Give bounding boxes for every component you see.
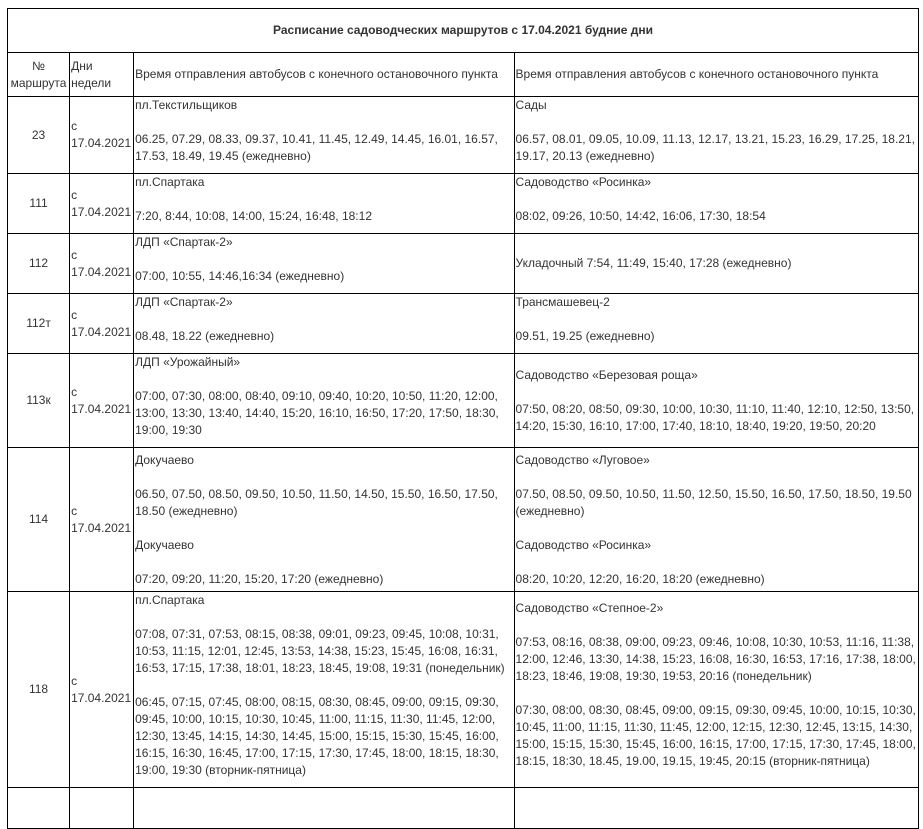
- departures-left: [134, 174, 514, 234]
- departures-right: [514, 97, 918, 174]
- departures-right: Укладочный 7:54, 11:49, 15:40, 17:28 (ежедневно): [514, 234, 918, 294]
- departures-right: [514, 448, 918, 592]
- route-days: с 17.04.2021: [70, 354, 134, 448]
- times: 06:45, 07:15, 07:45, 08:00, 08:15, 08:30, 08:45, 09:00, 09:15, 09:30, 09:45, 10:00, 10:15, 10:30, 10:45, 11:00, 11:15, 11:30, 11:45, 12:00, 12:30, 13:45, 14:15, 14:30, 14:45, 15:00, 15:15, 15:30, 15:45, 16:00, 16:15, 16:30, 16:45, 17:00, 17:15, 17:30, 17:45, 18:00, 18:15, 18:30, 19:00, 19:30 (вторник-пятница): [135, 695, 499, 777]
- route-days: с 17.04.2021: [70, 592, 134, 788]
- header-route-no: № маршрута: [8, 53, 70, 97]
- departures-right: [514, 788, 918, 829]
- stop-name: ЛДП «Урожайный»: [135, 355, 241, 369]
- departures-right: [514, 592, 918, 788]
- departures-left: [134, 448, 514, 592]
- stop-name: Садоводство «Росинка»: [515, 537, 652, 552]
- departures-right: [514, 294, 918, 354]
- header-row: [8, 53, 919, 97]
- route-days: с 17.04.2021: [70, 234, 134, 294]
- route-number: [8, 788, 70, 829]
- departures-left: [134, 354, 514, 448]
- times: 07:08, 07:31, 07:53, 08:15, 08:38, 09:01, 09:23, 09:45, 10:08, 10:31, 10:53, 11:15, 12:01, 12:45, 13:53, 14:38, 15:23, 15:45, 16:08, 16:31, 16:53, 17:15, 17:38, 18:01, 18:23, 18:45, 19:08, 19:31 (понедельник): [135, 627, 505, 675]
- stop-name: Садоводство «Березовая роща»: [515, 367, 698, 382]
- stop-name: Трансмашевец-2: [515, 295, 610, 309]
- header-days: Дни недели: [70, 53, 134, 97]
- departures-left: [134, 234, 514, 294]
- page-title: Расписание садоводческих маршрутов с 17.04.2021 будние дни: [8, 9, 919, 53]
- times: 07:50, 08:20, 08:50, 09:30, 10:00, 10:30, 11:10, 11:40, 12:10, 12:50, 13:50, 14:20, 15:30, 16:10, 17:00, 17:40, 18:10, 18:40, 19:20, 19:50, 20:20: [515, 401, 915, 433]
- stop-name: Садоводство «Луговое»: [515, 452, 650, 467]
- route-days: с 17.04.2021: [70, 174, 134, 234]
- route-days: с 17.04.2021: [70, 448, 134, 592]
- table-row: [8, 788, 919, 829]
- route-number: 113к: [8, 354, 70, 448]
- title-row: [8, 9, 919, 53]
- table-row: [8, 174, 919, 234]
- departures-left: [134, 788, 514, 829]
- times: 07:00, 07:30, 08:00, 08:40, 09:10, 09:40, 10:20, 10:50, 11:20, 12:00, 13:00, 13:30, 13:40, 14:40, 15:20, 16:10, 16:50, 17:20, 17:50, 18:30, 19:00, 19:30: [135, 389, 499, 437]
- stop-name: пл.Текстильщиков: [135, 98, 238, 112]
- table-row: [8, 592, 919, 788]
- times: 07:53, 08:16, 08:38, 09:00, 09:23, 09:46, 10:08, 10:30, 10:53, 11:16, 11:38, 12:00, 12:46, 13:30, 14:38, 15:23, 16:08, 16:30, 16:53, 17:16, 17:38, 18:00, 18:23, 18:46, 19:08, 19:30, 19:53, 20:16 (понедельник): [515, 635, 916, 683]
- table-row: [8, 294, 919, 354]
- stop-name: пл.Спартака: [135, 593, 205, 607]
- times: 07:30, 08:00, 08:30, 08:45, 09:00, 09:15, 09:30, 09:45, 10:00, 10:15, 10:30, 10:45, 11:00, 11:15, 11:30, 11:45, 12:00, 12:15, 12:30, 12:45, 13:15, 14:30, 15:00, 15:15, 15:30, 15:45, 16:00, 16:15, 17:00, 17:15, 17:30, 17:45, 18:00, 18:15, 18:30, 18.45, 19.00, 19.15, 19:45, 20:15 (вторник-пятница): [515, 703, 916, 768]
- route-number: 112т: [8, 294, 70, 354]
- departures-right: [514, 174, 918, 234]
- times: 07.50, 08.50, 09.50, 10.50, 11.50, 12.50, 15.50, 16.50, 17.50, 18.50, 19.50 (ежедневно): [515, 486, 912, 518]
- route-number: 112: [8, 234, 70, 294]
- route-number: 118: [8, 592, 70, 788]
- stop-name: пл.Спартака: [135, 175, 205, 189]
- times: 7:20, 8:44, 10:08, 14:00, 15:24, 16:48, 18:12: [135, 209, 372, 223]
- schedule-table: [7, 8, 919, 829]
- stop-name: Сады: [515, 98, 547, 112]
- stop-name: Докучаево: [135, 537, 194, 552]
- departures-left: [134, 592, 514, 788]
- stop-name: Садоводство «Степное-2»: [515, 601, 664, 615]
- table-row: [8, 234, 919, 294]
- table-row: [8, 97, 919, 174]
- stop-name: ЛДП «Спартак-2»: [135, 235, 233, 249]
- header-departure-2: Время отправления автобусов с конечного остановочного пункта: [514, 53, 918, 97]
- times: 08.48, 18.22 (ежедневно): [135, 329, 275, 343]
- times: 08:20, 10:20, 12:20, 16:20, 18:20 (ежедневно): [515, 571, 765, 586]
- departures-left: [134, 97, 514, 174]
- stop-name: ЛДП «Спартак-2»: [135, 295, 233, 309]
- times: 09.51, 19.25 (ежедневно): [515, 329, 655, 343]
- route-number: 23: [8, 97, 70, 174]
- times: 07:00, 10:55, 14:46,16:34 (ежедневно): [135, 269, 345, 283]
- times: 06.50, 07.50, 08.50, 09.50, 10.50, 11.50, 14.50, 15.50, 16.50, 17.50, 18.50 (ежедневно): [135, 486, 498, 518]
- departures-right: [514, 354, 918, 448]
- times: 08:02, 09:26, 10:50, 14:42, 16:06, 17:30, 18:54: [515, 209, 766, 223]
- table-row: [8, 448, 919, 592]
- header-departure-1: Время отправления автобусов с конечного остановочного пункта: [134, 53, 514, 97]
- times: 06.25, 07.29, 08.33, 09.37, 10.41, 11.45, 12.49, 14.45, 16.01, 16.57, 17.53, 18.49, 19.45 (ежедневно): [135, 132, 498, 163]
- departures-left: [134, 294, 514, 354]
- times: 06.57, 08.01, 09.05, 10.09, 11.13, 12.17, 13.21, 15.23, 16.29, 17.25, 18.21, 19.17, 20.13 (ежедневно): [515, 132, 915, 163]
- stop-name: Садоводство «Росинка»: [515, 175, 652, 189]
- route-number: 114: [8, 448, 70, 592]
- route-days: с 17.04.2021: [70, 294, 134, 354]
- stop-name: Докучаево: [135, 452, 194, 467]
- route-number: 111: [8, 174, 70, 234]
- route-days: с 17.04.2021: [70, 97, 134, 174]
- table-row: [8, 354, 919, 448]
- times: 07:20, 09:20, 11:20, 15:20, 17:20 (ежедневно): [135, 571, 384, 586]
- route-days: [70, 788, 134, 829]
